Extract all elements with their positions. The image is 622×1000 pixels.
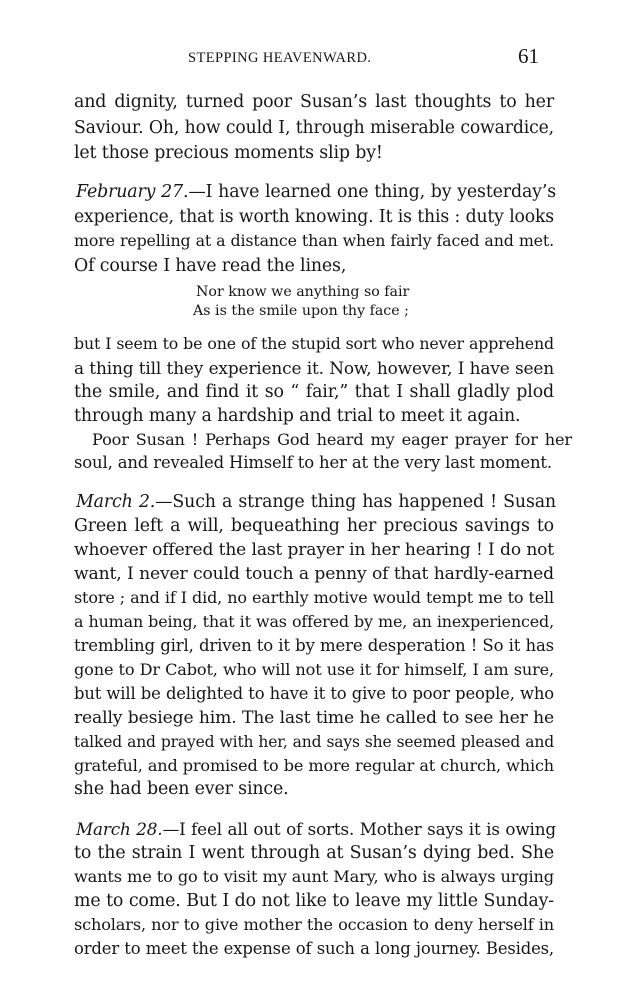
text-line: experience, that is worth knowing. It is this : duty looks xyxy=(74,207,554,227)
text-line: more repelling at a distance than when fairly faced and met. xyxy=(74,231,554,250)
text-line: scholars, nor to give mother the occasion to deny herself in xyxy=(74,915,554,934)
text-line: Green left a will, bequeathing her precious savings to xyxy=(74,516,554,536)
text-line: Of course I have read the lines, xyxy=(74,256,347,276)
text-line: Saviour. Oh, how could I, through miserable cowardice, xyxy=(74,118,554,138)
journal-entry-first-line xyxy=(76,492,556,512)
entry-date: February 27. xyxy=(76,182,189,202)
text-line: but I seem to be one of the stupid sort who never apprehend xyxy=(74,334,554,353)
text-segment: —I feel all out of sorts. Mother says it is owing xyxy=(162,819,556,839)
text-line: but will be delighted to have it to give to poor people, who xyxy=(74,684,554,703)
text-line: store ; and if I did, no earthly motive would tempt me to tell xyxy=(74,588,554,607)
text-line: and dignity, turned poor Susan’s last thoughts to her xyxy=(74,92,554,112)
text-line: a thing till they experience it. Now, however, I have seen xyxy=(74,358,554,378)
entry-date: March 2. xyxy=(76,492,156,512)
running-title: STEPPING HEAVENWARD. xyxy=(188,50,372,66)
text-line: soul, and revealed Himself to her at the very last moment. xyxy=(74,453,552,472)
text-line: to the strain I went through at Susan’s dying bed. She xyxy=(74,843,554,863)
text-line: talked and prayed with her, and says she seemed pleased and xyxy=(74,733,554,751)
text-line: let those precious moments slip by! xyxy=(74,143,383,163)
text-line: really besiege him. The last time he called to see her he xyxy=(74,708,554,728)
poem-line: As is the smile upon thy face ; xyxy=(193,303,409,319)
text-line: grateful, and promised to be more regular at church, which xyxy=(74,756,554,775)
page-number: 61 xyxy=(518,44,539,68)
journal-entry-first-line xyxy=(76,182,556,202)
entry-date: March 28. xyxy=(76,819,163,839)
text-segment: —I have learned one thing, by yesterday’s xyxy=(188,182,556,202)
text-line: Poor Susan ! Perhaps God heard my eager prayer for her xyxy=(92,430,572,449)
poem-line: Nor know we anything so fair xyxy=(196,284,410,300)
text-line: gone to Dr Cabot, who will not use it for himself, I am sure, xyxy=(74,660,554,679)
text-line: order to meet the expense of such a long journey. Besides, xyxy=(74,939,554,958)
text-line: through many a hardship and trial to meet it again. xyxy=(74,406,521,426)
text-line: the smile, and find it so “ fair,” that I shall gladly plod xyxy=(74,382,554,402)
text-line: wants me to go to visit my aunt Mary, who is always urging xyxy=(74,867,554,886)
text-line: me to come. But I do not like to leave my little Sunday- xyxy=(74,891,554,911)
text-line: whoever offered the last prayer in her hearing ! I do not xyxy=(74,540,554,560)
text-line: want, I never could touch a penny of that hardly-earned xyxy=(74,564,554,584)
text-line: a human being, that it was offered by me, an inexperienced, xyxy=(74,612,554,631)
text-segment: —Such a strange thing has happened ! Susan xyxy=(155,492,556,512)
text-line: she had been ever since. xyxy=(74,779,289,799)
journal-entry-first-line xyxy=(76,819,556,839)
text-line: trembling girl, driven to it by mere desperation ! So it has xyxy=(74,636,554,655)
